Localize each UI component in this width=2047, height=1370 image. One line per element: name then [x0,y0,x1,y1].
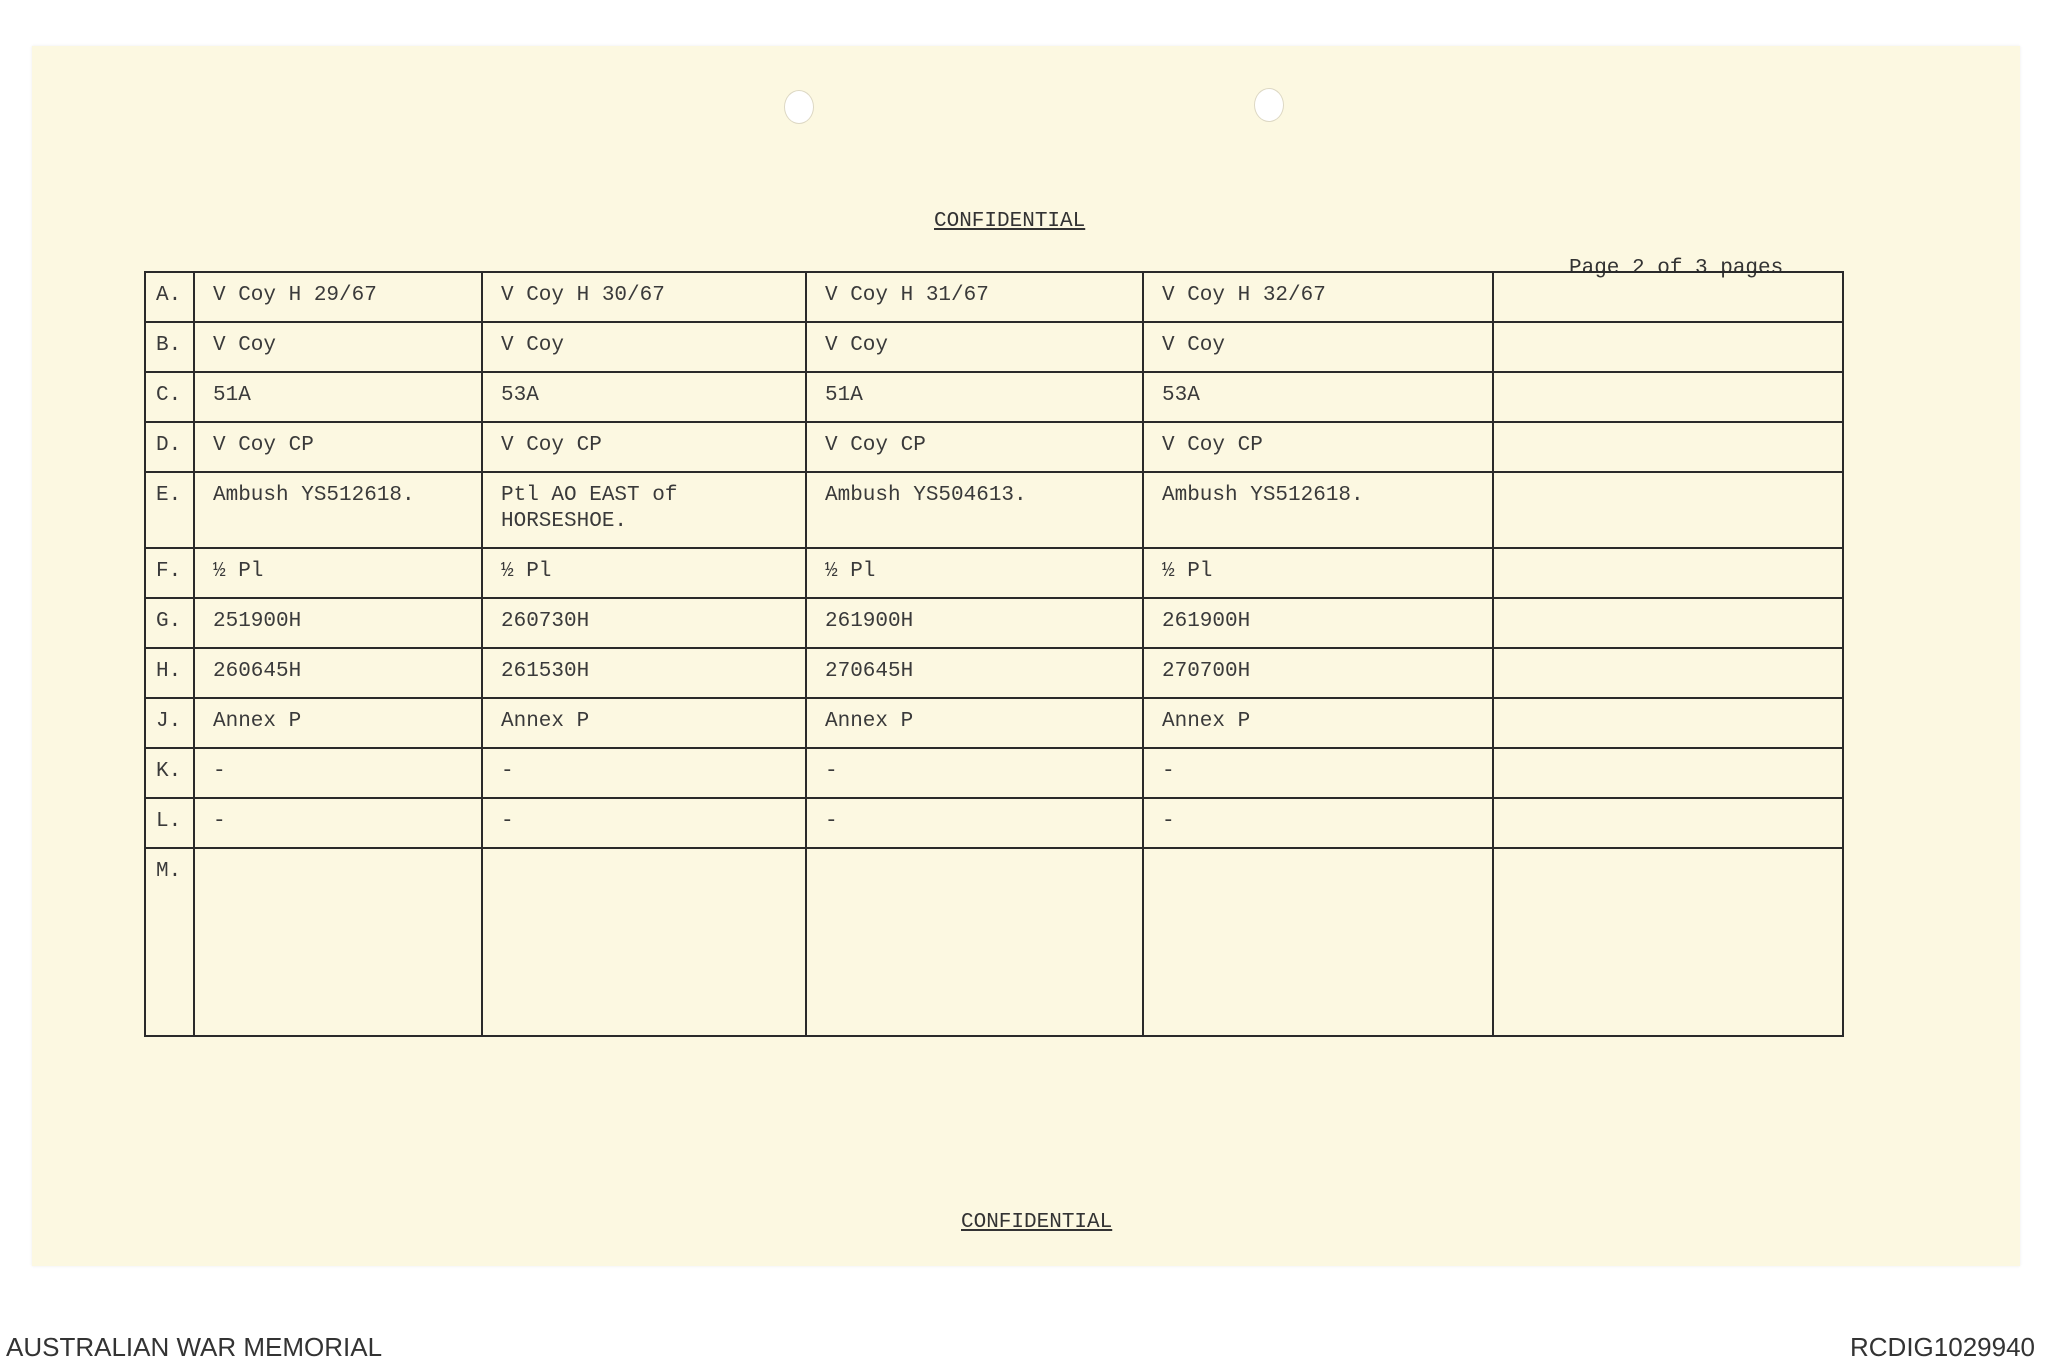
data-table [144,271,1844,1037]
table-row [145,848,1843,1036]
row-label: K. [145,748,194,798]
table-cell: V Coy CP [806,422,1143,472]
table-cell: 261900H [1143,598,1493,648]
table-cell [1493,372,1843,422]
table-cell: Ambush YS512618. [194,472,482,548]
table-row [145,798,1843,848]
table-cell: V Coy H 29/67 [194,272,482,322]
table-cell: V Coy H 32/67 [1143,272,1493,322]
row-label: E. [145,472,194,548]
table-cell: - [806,798,1143,848]
table-cell: Annex P [1143,698,1493,748]
table-cell [1493,322,1843,372]
table-cell: - [482,798,806,848]
row-label: B. [145,322,194,372]
row-label: D. [145,422,194,472]
table-cell: V Coy [806,322,1143,372]
table-cell: V Coy [194,322,482,372]
table-cell: 53A [482,372,806,422]
row-label: F. [145,548,194,598]
table-cell: Annex P [806,698,1143,748]
institution-label: AUSTRALIAN WAR MEMORIAL [6,1332,383,1362]
table-row [145,272,1843,322]
table-cell [1143,848,1493,1036]
table-row [145,748,1843,798]
table-cell [1493,548,1843,598]
table-cell: ½ Pl [806,548,1143,598]
table-cell: 51A [194,372,482,422]
table-cell [1493,598,1843,648]
table-cell: 260730H [482,598,806,648]
table-row [145,472,1843,548]
table-row [145,422,1843,472]
table-row [145,648,1843,698]
table-cell [1493,648,1843,698]
page-number: Page 2 of 3 pages [1569,257,1784,280]
table-cell: Annex P [482,698,806,748]
table-cell: 261530H [482,648,806,698]
table-cell: - [482,748,806,798]
table-cell: 270700H [1143,648,1493,698]
table-cell: V Coy CP [1143,422,1493,472]
table-cell: V Coy [482,322,806,372]
table-cell: - [194,748,482,798]
table-cell: V Coy H 30/67 [482,272,806,322]
table-cell [194,848,482,1036]
table-cell [1493,472,1843,548]
table-row [145,322,1843,372]
table-row [145,548,1843,598]
table-cell: V Coy [1143,322,1493,372]
row-label: G. [145,598,194,648]
table-cell: - [806,748,1143,798]
row-label: M. [145,848,194,1036]
table-cell: 251900H [194,598,482,648]
table-cell: - [1143,798,1493,848]
table-cell: Ptl AO EAST of HORSESHOE. [482,472,806,548]
table-cell [1493,848,1843,1036]
table-cell [1493,748,1843,798]
archive-footer [0,1322,2047,1370]
classification-bottom: CONFIDENTIAL [961,1211,1113,1234]
table-cell: - [1143,748,1493,798]
table-cell: Ambush YS512618. [1143,472,1493,548]
table-cell: V Coy H 31/67 [806,272,1143,322]
table-cell: - [194,798,482,848]
classification-top: CONFIDENTIAL [934,210,1086,233]
table-cell [1493,422,1843,472]
row-label: C. [145,372,194,422]
table-row [145,598,1843,648]
table-cell [1493,272,1843,322]
table-row [145,698,1843,748]
table-cell [1493,798,1843,848]
table-cell [806,848,1143,1036]
table-row [145,372,1843,422]
table-cell: 270645H [806,648,1143,698]
table-cell: V Coy CP [194,422,482,472]
table-cell: 261900H [806,598,1143,648]
table-cell [1493,698,1843,748]
punch-hole [1254,88,1284,122]
row-label: H. [145,648,194,698]
table-cell: Ambush YS504613. [806,472,1143,548]
table-cell [482,848,806,1036]
table-cell: 53A [1143,372,1493,422]
table-cell: 260645H [194,648,482,698]
table-cell: V Coy CP [482,422,806,472]
table-cell: ½ Pl [194,548,482,598]
table-cell: ½ Pl [482,548,806,598]
reference-id: RCDIG1029940 [1850,1332,2035,1362]
table-cell: Annex P [194,698,482,748]
row-label: J. [145,698,194,748]
punch-hole [784,90,814,124]
table-cell: ½ Pl [1143,548,1493,598]
row-label: A. [145,272,194,322]
table-cell: 51A [806,372,1143,422]
row-label: L. [145,798,194,848]
